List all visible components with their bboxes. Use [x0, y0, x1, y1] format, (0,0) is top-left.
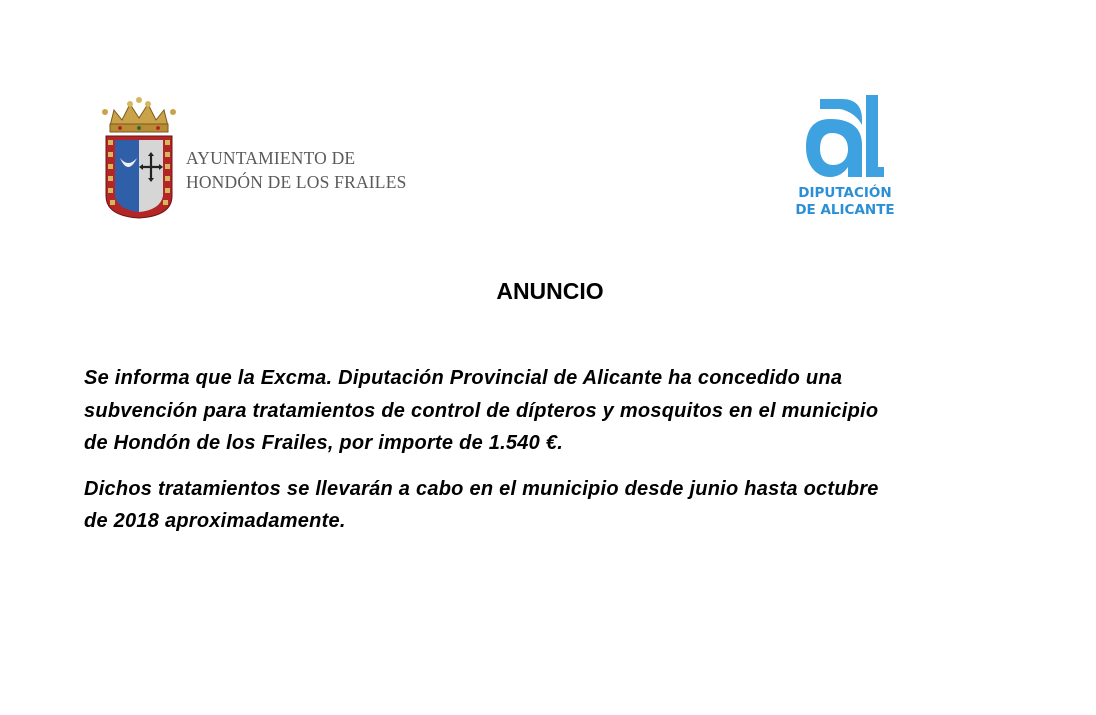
municipality-name — [186, 146, 407, 194]
diputacion-name-line1: DIPUTACIÓN — [798, 185, 892, 201]
paragraph-line: Se informa que la Excma. Diputación Provincial de Alicante ha concedido una — [84, 367, 843, 389]
diputacion-al-monogram-icon — [800, 95, 884, 179]
municipality-name-line2: HONDÓN DE LOS FRAILES — [186, 172, 407, 192]
coat-of-arms-icon — [100, 96, 178, 220]
paragraph-line: Dichos tratamientos se llevarán a cabo en el municipio desde junio hasta octubre — [84, 477, 879, 500]
announcement-paragraph-1 — [84, 362, 1044, 460]
paragraph-line: de Hondón de los Frailes, por importe de 1.540 €. — [84, 432, 564, 454]
announcement-title: ANUNCIO — [496, 278, 604, 304]
paragraph-line: de 2018 aproximadamente. — [84, 510, 346, 532]
municipality-name-line1: AYUNTAMIENTO DE — [186, 148, 356, 168]
announcement-body — [84, 362, 1044, 551]
diputacion-name-line2: DE ALICANTE — [795, 202, 895, 218]
diputacion-logo — [790, 95, 900, 220]
paragraph-line: subvención para tratamientos de control de dípteros y mosquitos en el municipio — [84, 399, 879, 422]
municipality-logo — [100, 96, 430, 224]
announcement-paragraph-2 — [84, 473, 1044, 538]
diputacion-name — [790, 185, 900, 219]
